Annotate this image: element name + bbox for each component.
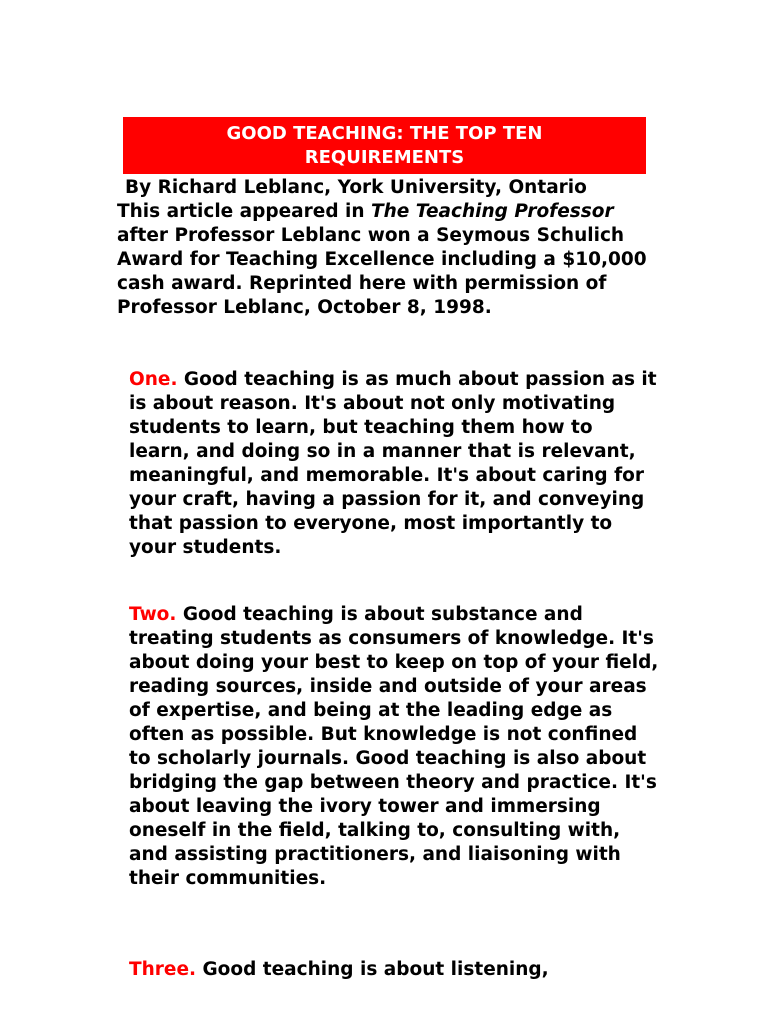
paragraph-one	[129, 368, 659, 560]
paragraph-text: Good teaching is about substance and treating students as consumers of knowledge. It's about doing your best to keep on top of your field, reading sources, inside and outside of your areas of expertise, and being at the leading edge as often as possible. But knowledge is not confined to scholarly journals. Good teaching is also about bridging the gap between theory and practice. It's about leaving the ivory tower and immersing oneself in the field, talking to, consulting with, and assisting practitioners, and liaisoning with their communities.	[129, 604, 659, 889]
publication-title: The Teaching Professor	[370, 201, 614, 222]
title-line-2: REQUIREMENTS	[304, 147, 465, 168]
paragraph-text: Good teaching is about listening,	[196, 959, 549, 980]
intro-block	[117, 176, 657, 320]
paragraph-number: Two.	[129, 604, 177, 625]
title-banner	[123, 117, 646, 174]
intro-text-start: This article appeared in	[117, 201, 371, 222]
title-line-1: GOOD TEACHING: THE TOP TEN	[226, 123, 543, 144]
byline: By Richard Leblanc, York University, Ontario	[125, 177, 587, 198]
paragraph-two	[129, 603, 659, 891]
paragraph-three	[129, 958, 659, 982]
paragraph-number: Three.	[129, 959, 197, 980]
paragraph-text: Good teaching is as much about passion as it is about reason. It's about not only motivating students to learn, but teaching them how to learn, and doing so in a manner that is relevant, meaningful, and memorable. It's about caring for your craft, having a passion for it, and conveying that passion to everyone, most importantly to your students.	[129, 369, 657, 558]
paragraph-number: One.	[129, 369, 178, 390]
intro-text-end: after Professor Leblanc won a Seymous Schulich Award for Teaching Excellence including a $10,000 cash award. Reprinted here with permission of Professor Leblanc, October 8, 1998.	[117, 225, 647, 318]
